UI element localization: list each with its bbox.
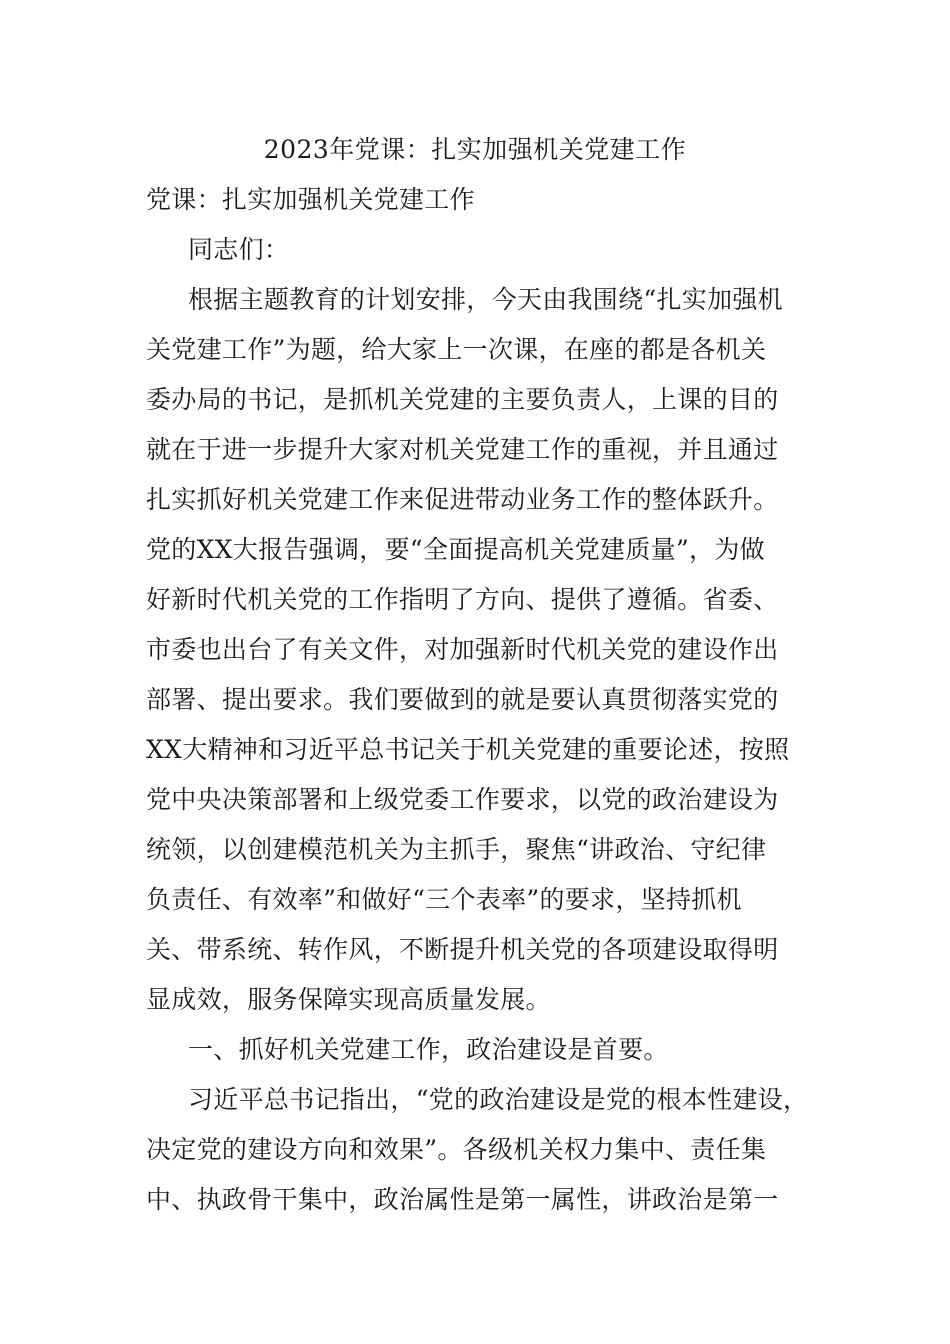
paragraph-line: 好新时代机关党的工作指明了方向、提供了遵循。省委、 xyxy=(146,585,779,614)
paragraph-line: 关党建工作”为题，给大家上一次课，在座的都是各机关 xyxy=(146,335,767,364)
paragraph-line: 中、执政骨干集中，政治属性是第一属性，讲政治是第一 xyxy=(146,1185,779,1214)
salutation-line: 同志们： xyxy=(188,235,290,264)
paragraph-line: 委办局的书记，是抓机关党建的主要负责人，上课的目的 xyxy=(146,385,779,414)
paragraph-line: 显成效，服务保障实现高质量发展。 xyxy=(146,985,551,1014)
paragraph-line: 负责任、有效率”和做好“三个表率”的要求，坚持抓机 xyxy=(146,885,742,914)
document-title: 2023年党课：扎实加强机关党建工作 xyxy=(263,135,687,164)
section-heading: 一、抓好机关党建工作，政治建设是首要。 xyxy=(188,1035,669,1064)
paragraph-line: 关、带系统、转作风，不断提升机关党的各项建设取得明 xyxy=(146,935,779,964)
paragraph-line: 市委也出台了有关文件，对加强新时代机关党的建设作出 xyxy=(146,635,779,664)
paragraph-line: 根据主题教育的计划安排，今天由我围绕“扎实加强机 xyxy=(188,285,783,314)
paragraph-line: 党的XX大报告强调，要“全面提高机关党建质量”，为做 xyxy=(146,535,765,564)
subtitle-line: 党课：扎实加强机关党建工作 xyxy=(146,185,475,214)
paragraph-line: XX大精神和习近平总书记关于机关党建的重要论述，按照 xyxy=(146,735,790,764)
paragraph-line: 习近平总书记指出，“党的政治建设是党的根本性建设， xyxy=(188,1085,809,1114)
paragraph-line: 扎实抓好机关党建工作来促进带动业务工作的整体跃升。 xyxy=(146,485,779,514)
paragraph-line: 部署、提出要求。我们要做到的就是要认真贯彻落实党的 xyxy=(146,685,779,714)
paragraph-line: 就在于进一步提升大家对机关党建工作的重视，并且通过 xyxy=(146,435,779,464)
paragraph-line: 统领，以创建模范机关为主抓手，聚焦“讲政治、守纪律 xyxy=(146,835,767,864)
paragraph-line: 决定党的建设方向和效果”。各级机关权力集中、责任集 xyxy=(146,1135,767,1164)
paragraph-line: 党中央决策部署和上级党委工作要求，以党的政治建设为 xyxy=(146,785,779,814)
